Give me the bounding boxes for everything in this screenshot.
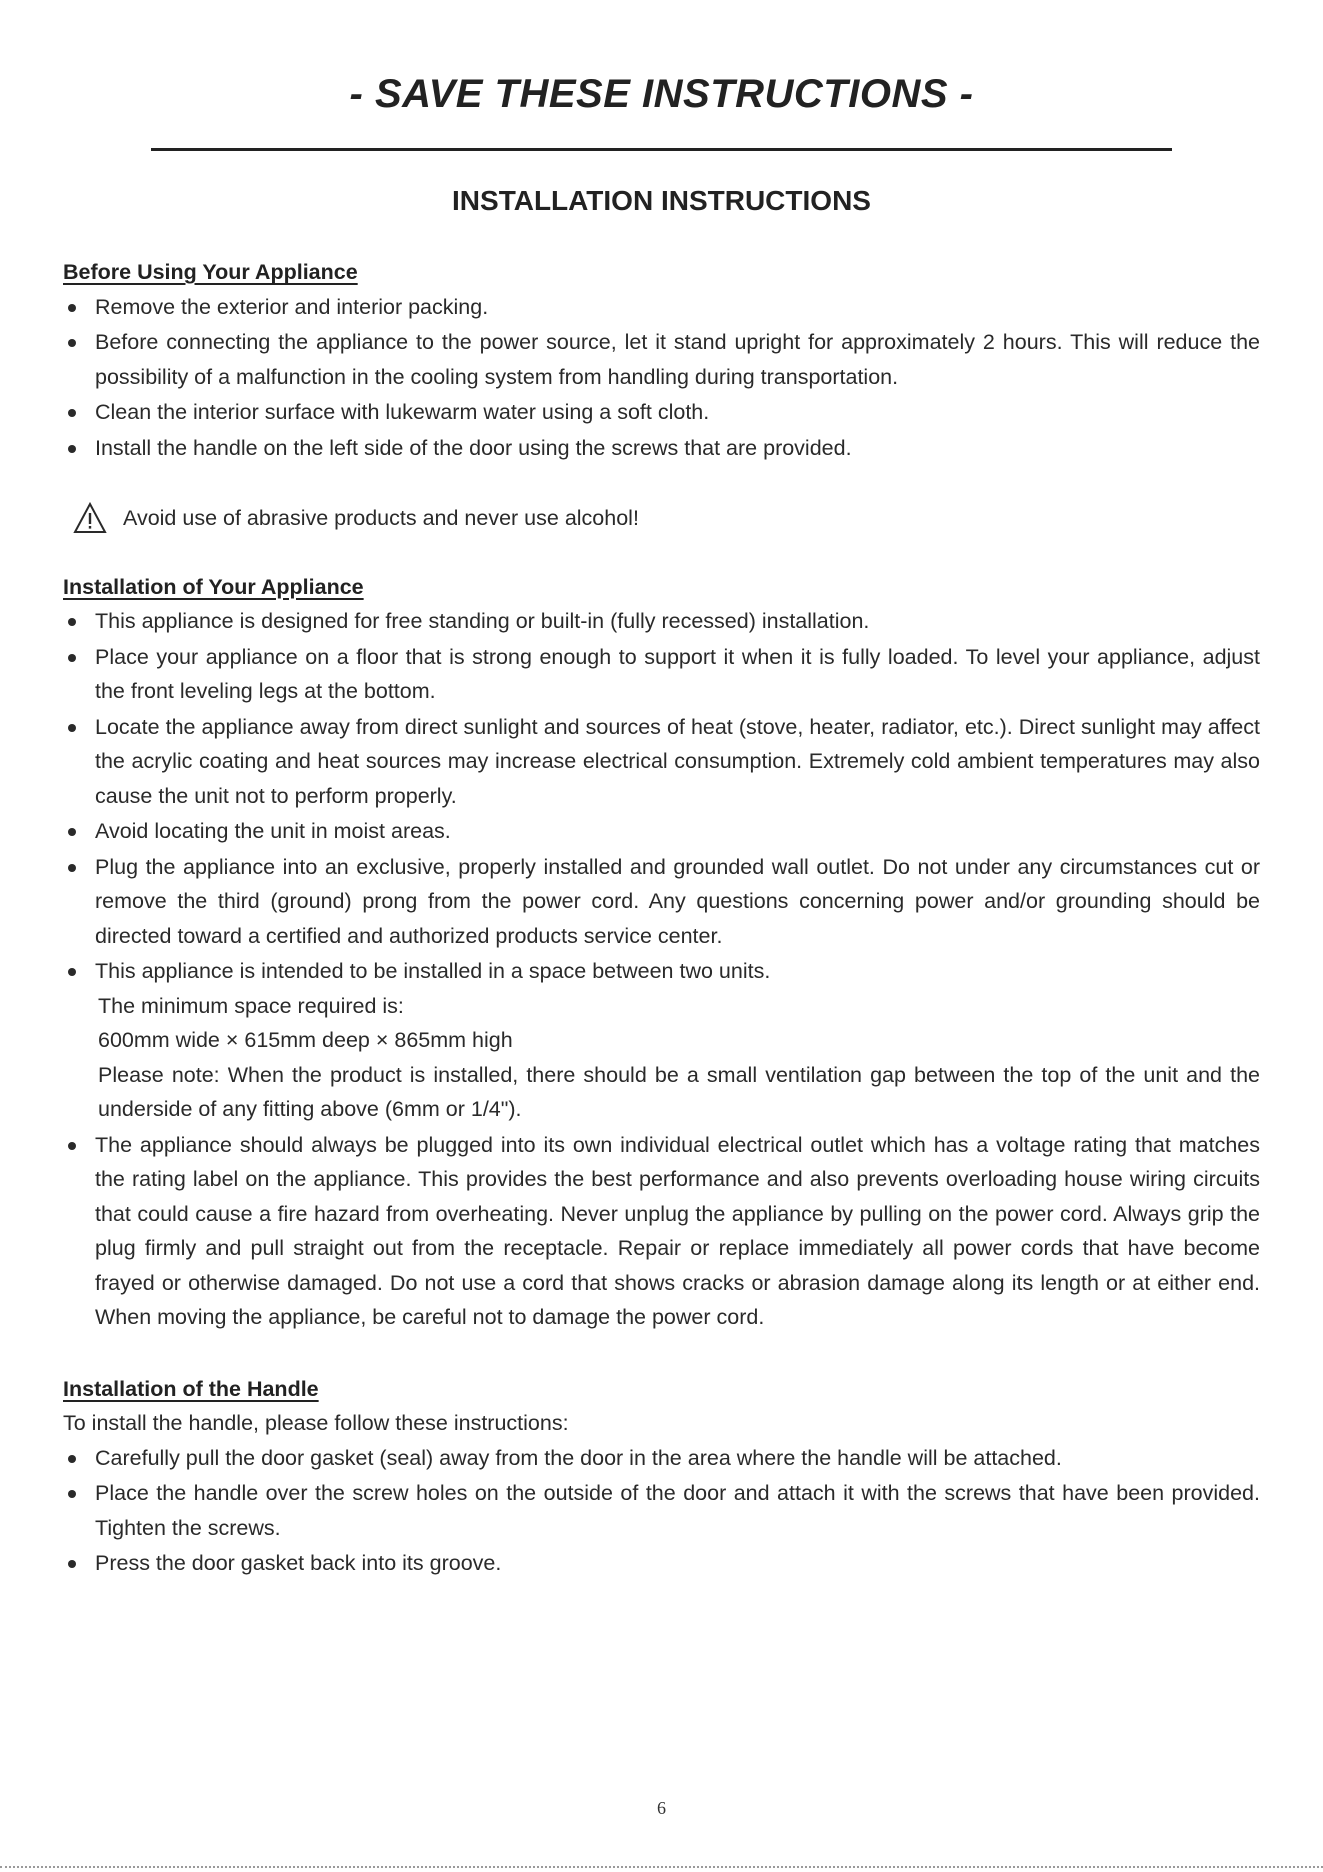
list-item: Locate the appliance away from direct sunlight and sources of heat (stove, heater, radiator, etc.). Direct sunlight may affect the acrylic coating and heat sources may increase electrical consumption. Extremely cold ambient temperatures may also cause the unit not to perform properly.	[63, 710, 1260, 814]
list-item: Clean the interior surface with lukewarm water using a soft cloth.	[63, 395, 1260, 430]
page-number: 6	[657, 1798, 666, 1818]
handle-list	[63, 1441, 1260, 1581]
document-body	[63, 255, 1260, 1582]
before-using-list	[63, 290, 1260, 466]
list-item: Carefully pull the door gasket (seal) away from the door in the area where the handle will be attached.	[63, 1441, 1260, 1476]
list-item: Install the handle on the left side of the door using the screws that are provided.	[63, 431, 1260, 466]
space-intro: This appliance is intended to be installed in a space between two units.	[95, 959, 771, 983]
warning-triangle-icon	[73, 502, 107, 534]
section-heading-handle: Installation of the Handle	[63, 1376, 319, 1401]
page-title: INSTALLATION INSTRUCTIONS	[452, 185, 871, 216]
list-item: Before connecting the appliance to the power source, let it stand upright for approximately 2 hours. This will reduce the possibility of a malfunction in the cooling system from handling during transportation.	[63, 325, 1260, 394]
section-installation	[63, 570, 1260, 1335]
save-instructions-banner: - SAVE THESE INSTRUCTIONS -	[349, 72, 974, 116]
installation-list	[63, 604, 1260, 1335]
page-bottom-edge	[0, 1866, 1323, 1868]
list-item: This appliance is designed for free standing or built-in (fully recessed) installation.	[63, 604, 1260, 639]
space-dimensions: 600mm wide × 615mm deep × 865mm high	[98, 1028, 513, 1052]
list-item: Place your appliance on a floor that is strong enough to support it when it is fully loaded. To level your appliance, adjust the front leveling legs at the bottom.	[63, 640, 1260, 709]
list-item: Avoid locating the unit in moist areas.	[63, 814, 1260, 849]
list-item-space-requirements	[63, 954, 1260, 1127]
list-item: Remove the exterior and interior packing.	[63, 290, 1260, 325]
section-before-using	[63, 255, 1260, 536]
header-divider	[151, 148, 1172, 151]
warning-text: Avoid use of abrasive products and never use alcohol!	[123, 506, 639, 530]
list-item: Place the handle over the screw holes on the outside of the door and attach it with the screws that have been provided. Tighten the screws.	[63, 1476, 1260, 1545]
min-space-label: The minimum space required is:	[98, 993, 404, 1018]
section-heading-installation: Installation of Your Appliance	[63, 574, 364, 599]
list-item: Press the door gasket back into its groove.	[63, 1546, 1260, 1581]
ventilation-note: Please note: When the product is installed, there should be a small ventilation gap between the top of the unit and the underside of any fitting above (6mm or 1/4").	[98, 1062, 1260, 1121]
section-spacer	[63, 1336, 1260, 1372]
handle-intro: To install the handle, please follow these instructions:	[63, 1411, 569, 1435]
section-handle	[63, 1372, 1260, 1581]
warning-note	[73, 501, 1260, 536]
list-item: The appliance should always be plugged into its own individual electrical outlet which has a voltage rating that matches the rating label on the appliance. This provides the best performance and also prevents overloading house wiring circuits that could cause a fire hazard from overheating. Never unplug the appliance by pulling on the power cord. Always grip the plug firmly and pull straight out from the receptacle. Repair or replace immediately all power cords that have become frayed or otherwise damaged. Do not use a cord that shows cracks or abrasion damage along its length or at either end. When moving the appliance, be careful not to damage the power cord.	[63, 1128, 1260, 1335]
section-heading-before-using: Before Using Your Appliance	[63, 260, 358, 284]
list-item: Plug the appliance into an exclusive, properly installed and grounded wall outlet. Do not under any circumstances cut or remove the third (ground) prong from the power cord. Any questions concerning power and/or grounding should be directed toward a certified and authorized products service center.	[63, 850, 1260, 954]
